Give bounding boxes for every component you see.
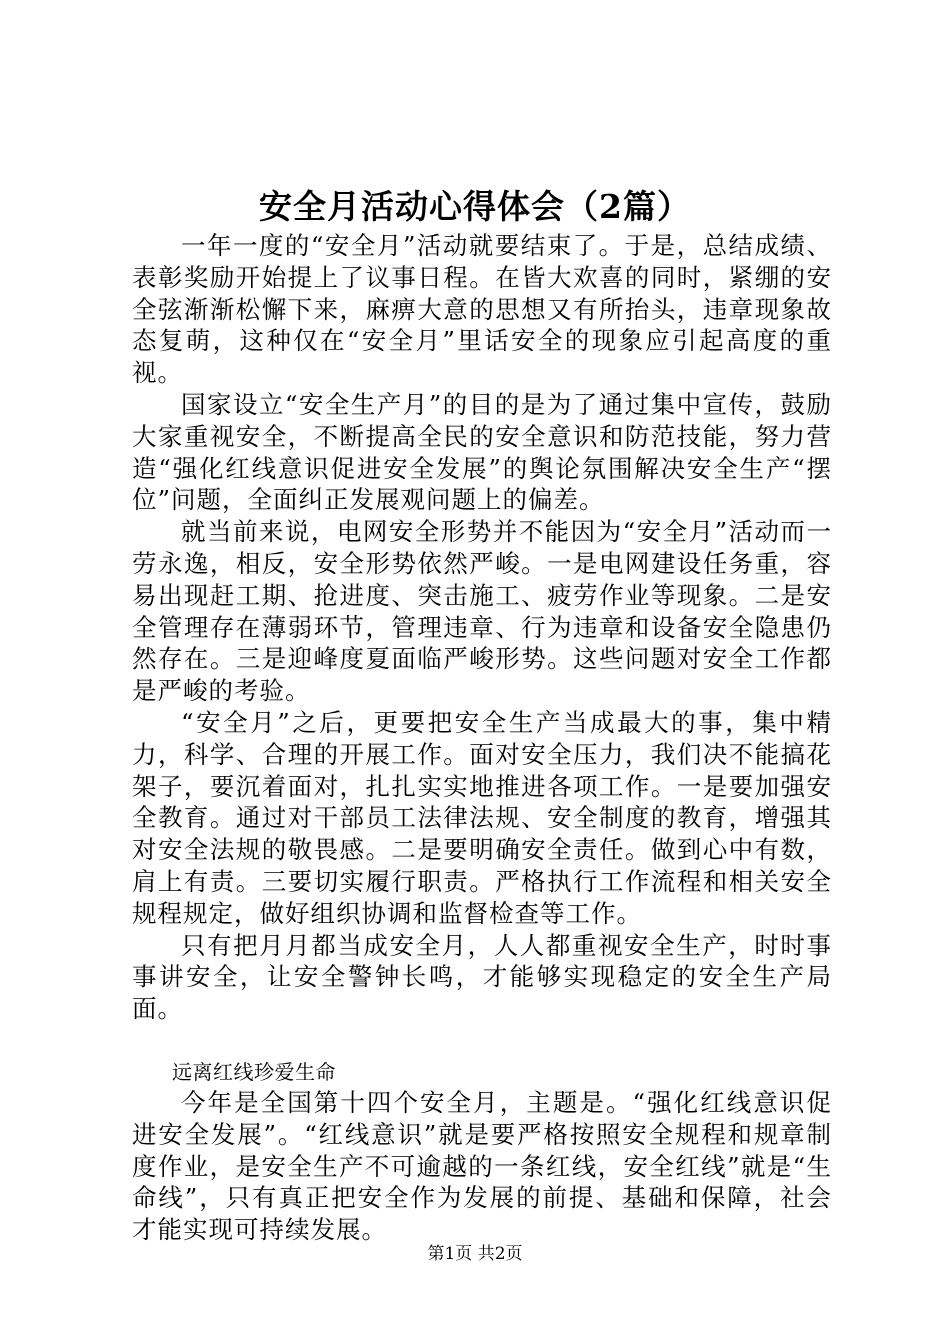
paragraph: 一年一度的“安全月”活动就要结束了。于是，总结成绩、表彰奖励开始提上了议事日程。在皆大欢喜的同时，紧绷的安全弦渐渐松懈下来，麻痹大意的思想又有所抬头，违章现象故态复萌，这种仅在“安全月”里话安全的现象应引起高度的重视。	[132, 231, 832, 388]
document-body	[132, 230, 832, 1246]
paragraph: 只有把月月都当成安全月，人人都重视安全生产，时时事事讲安全，让安全警钟长鸣，才能够实现稳定的安全生产局面。	[132, 930, 832, 1024]
paragraph: 国家设立“安全生产月”的目的是为了通过集中宣传，鼓励大家重视安全，不断提高全民的安全意识和防范技能，努力营造“强化红线意识促进安全发展”的舆论氛围解决安全生产“摆位”问题，全面纠正发展观问题上的偏差。	[132, 389, 832, 515]
paragraph: 就当前来说，电网安全形势并不能因为“安全月”活动而一劳永逸，相反，安全形势依然严峻。一是电网建设任务重，容易出现赶工期、抢进度、突击施工、疲劳作业等现象。二是安全管理存在薄弱环节，管理违章、行为违章和设备安全隐患仍然存在。三是迎峰度夏面临严峻形势。这些问题对安全工作都是严峻的考验。	[132, 517, 832, 706]
paragraph: “安全月”之后，更要把安全生产当成最大的事，集中精力，科学、合理的开展工作。面对安全压力，我们决不能搞花架子，要沉着面对，扎扎实实地推进各项工作。一是要加强安全教育。通过对干部员工法律法规、安全制度的教育，增强其对安全法规的敬畏感。二是要明确安全责任。做到心中有数，肩上有责。三要切实履行职责。严格执行工作流程和相关安全规程规定，做好组织协调和监督检查等工作。	[132, 707, 832, 928]
page-number-footer: 第1页 共2页	[427, 1244, 523, 1264]
document-title: 安全月活动心得体会（2篇）	[259, 187, 691, 226]
section-spacer	[132, 1025, 832, 1057]
section-title: 远离红线珍爱生命	[172, 1059, 336, 1084]
paragraph: 今年是全国第十四个安全月，主题是。“强化红线意识促进安全发展”。“红线意识”就是要严格按照安全规程和规章制度作业，是安全生产不可逾越的一条红线，安全红线”就是“生命线”，只有真正把安全作为发展的前提、基础和保障，社会才能实现可持续发展。	[132, 1087, 832, 1245]
